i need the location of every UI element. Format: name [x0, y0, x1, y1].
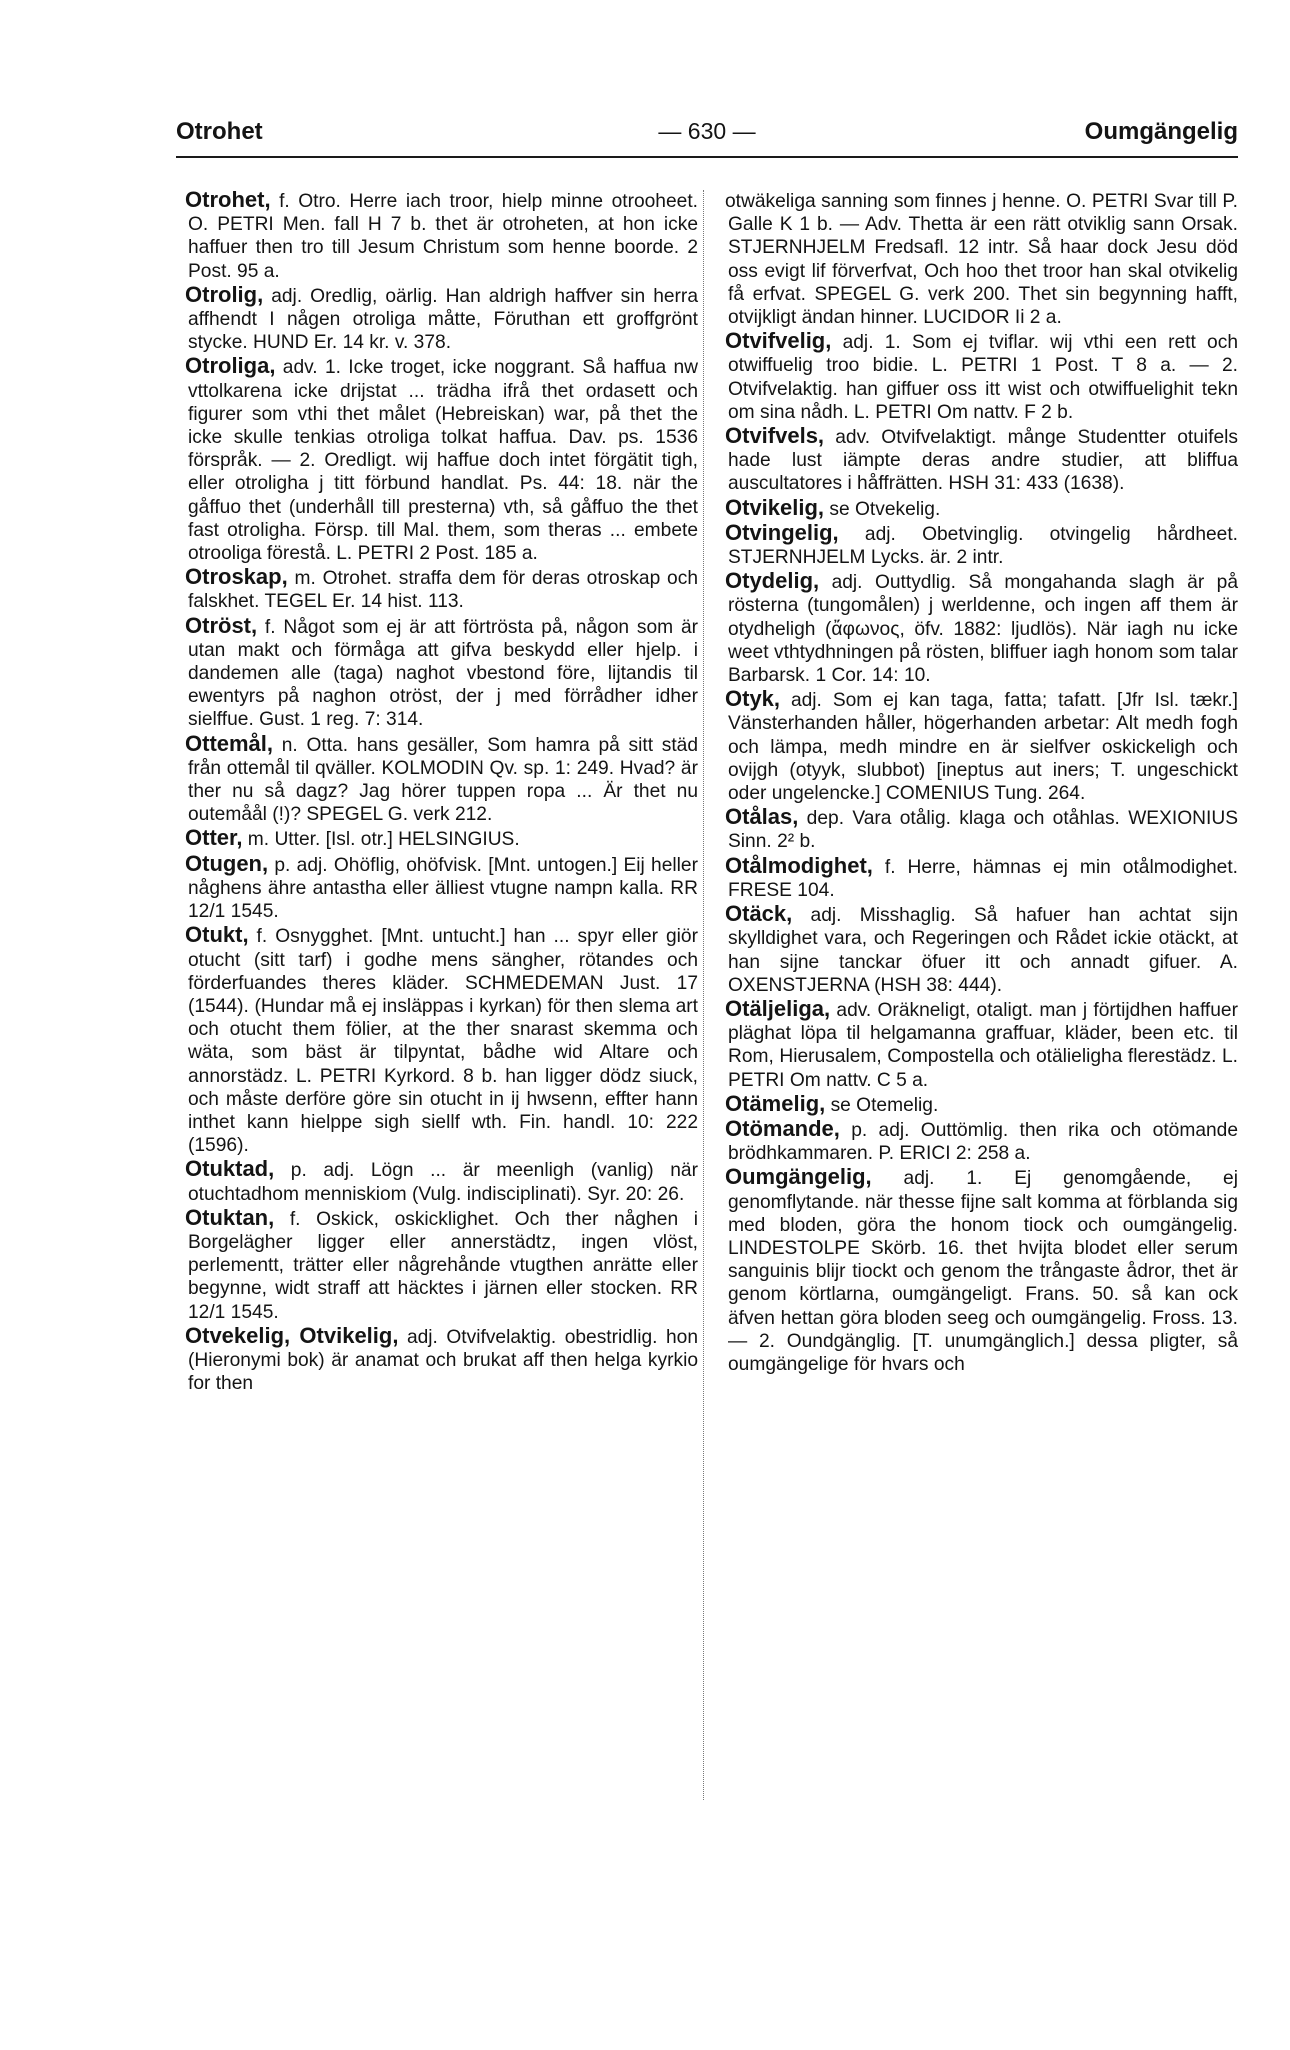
dictionary-entry: [185, 353, 698, 565]
entry-text: otwäkeliga sanning som finnes j henne. O. PETRI Svar till P. Galle K 1 b. — Adv. Thetta är een rätt otviklig sann Orsak. STJERNHJELM Fredsafl. 12 intr. Så haar dock Jesu död oss evigt lif förverfvat, Och hoo thet troor han skal otvikelig få erfvat. SPEGEL G. verk 200. Thet sin begynning hafft, otvijkligt ändan hinner. LUCIDOR Ii 2 a.: [725, 191, 1238, 329]
dictionary-entry: [725, 519, 1238, 569]
headword: Otroskap,: [185, 564, 288, 590]
page-header: [176, 118, 1238, 158]
running-head-right: Oumgängelig: [1084, 118, 1238, 145]
headword: Otvifvels,: [725, 423, 825, 449]
headword: Otroliga,: [185, 353, 276, 379]
right-column: [725, 188, 1238, 1376]
headword: Otömande,: [725, 1115, 840, 1141]
dictionary-entry: [725, 901, 1238, 997]
dictionary-entry: [185, 922, 698, 1157]
headword: Otålmodighet,: [725, 852, 873, 878]
dictionary-entry: [185, 187, 698, 283]
dictionary-entry: [185, 1156, 698, 1205]
headword: Otålas,: [725, 804, 799, 830]
dictionary-entry: [725, 995, 1238, 1092]
entry-text: f. Otro. Herre iach troor, hielp minne otrooheet. O. PETRI Men. fall H 7 b. thet är otroheten, at hon icke haffuer then tro till Jesum Christum som henne boorde. 2 Post. 95 a.: [188, 191, 698, 282]
dictionary-entry: [725, 188, 1238, 329]
headword: Otvikelig,: [725, 494, 825, 520]
headword: Otvifvelig,: [725, 328, 832, 354]
entry-text: adj. Misshaglig. Så hafuer han achtat sijn skylldighet vara, och Regeringen och Rådet ickie otäckt, at han sijne tanckar öfuer itt och annadt gifuer. A. OXENSTJERNA (HSH 38: 444).: [728, 905, 1238, 996]
dictionary-entry: [725, 686, 1238, 805]
entry-text: f. Oskick, oskicklighet. Och ther någhen i Borgelägher ligger eller annerstädtz, ingen vlöst, perlementt, trätter eller någrehånde vtugthen anrätte eller begynne, widt straff att häcktes i järnen eller stocken. RR 12/1 1545.: [188, 1208, 698, 1323]
header-rule: [176, 156, 1238, 158]
entry-text: f. Herre, hämnas ej min otålmodighet. FRESE 104.: [728, 856, 1238, 901]
entry-text: adv. 1. Icke troget, icke noggrant. Så haffua nw vttolkarena icke drijstat ... trädha ifrå thet ordasett och figurer som vthi thet målet (Hebreiskan) war, på thet the icke skulle tenkias otroliga tolkat haffua. Dav. ps. 1536 förspråk. — 2. Oredligt. wij haffue doch intet förgätit tigh, eller otroligha j titt förbund handlat. Ps. 44: 18. när the gåffuo thet (underhåll till presterna) vth, så gåffuo the thet fast otroligha. Försp. till Mal. them, som theras ... embete otrooliga förestå. L. PETRI 2 Post. 185 a.: [188, 357, 698, 565]
entry-text: m. Utter. [Isl. otr.] HELSINGIUS.: [242, 829, 520, 851]
entry-text: adj. 1. Som ej tviflar. wij vthi een rett och otwiffuelig troo bidie. L. PETRI 1 Post. T 8 a. — 2. Otvifvelaktig. han giffuer oss itt wist och otwiffuelighit tekn om sina nådh. L. PETRI Om nattv. F 2 b.: [728, 332, 1238, 423]
headword: Otuktan,: [185, 1204, 275, 1230]
entry-text: adj. Outtydlig. Så mongahanda slagh är på rösterna (tungomålen) j werldenne, och ingen aff them är otydheligh (ἄφωνος, öfv. 1882: ljudlös). När iagh nu icke weet vthtydhningen på rösten, bliffuer iagh honom som talar Barbarsk. 1 Cor. 14: 10.: [728, 572, 1238, 687]
dictionary-entry: [725, 494, 1238, 521]
headword: Otuktad,: [185, 1156, 275, 1182]
entry-text: adj. Otvifvelaktig. obestridlig. hon (Hieronymi bok) är anamat och brukat aff then helga kyrkio for then: [188, 1326, 698, 1395]
headword: Otäck,: [725, 901, 793, 927]
headword: Ottemål,: [185, 730, 274, 756]
headword: Otvingelig,: [725, 519, 839, 545]
entry-text: f. Osnygghet. [Mnt. untucht.] han ... spyr eller giör otucht (sitt tarf) i godhe mens sängher, rötandes och förderfuandes theres kläder. SCHMEDEMAN Just. 17 (1544). (Hundar må ej insläppas i kyrkan) för then slema art och otucht them fölier, at the ther snarast skemma och wäta, som bäst är tilpyntat, bådhe wid Altare och annorstädz. L. PETRI Kyrkord. 8 b. han ligger dödz siuck, och måste derföre göre sin otucht in ij hwsenn, effter hann inthet kann hielppe sigh siellf wth. Fin. handl. 10: 222 (1596).: [188, 926, 698, 1157]
dictionary-entry: [725, 852, 1238, 902]
entry-text: se Otvekelig.: [824, 498, 941, 520]
entry-text: p. adj. Outtömlig. then rika och otömande brödhkammaren. P. ERICI 2: 258 a.: [728, 1119, 1238, 1165]
entry-text: adj. Obetvinglig. otvingelig hårdheet. STJERNHJELM Lycks. är. 2 intr.: [728, 523, 1238, 569]
dictionary-entry: [185, 612, 698, 732]
entry-text: adj. Oredlig, oärlig. Han aldrigh haffver sin herra affhendt I någen otroliga måtte, Föruthan ett groffgrönt stycke. HUND Er. 14 kr. v. 378.: [188, 285, 698, 354]
headword: Otvekelig, Otvikelig,: [185, 1322, 399, 1348]
left-column: [185, 187, 698, 1395]
dictionary-entry: [185, 1204, 698, 1324]
headword: Otugen,: [185, 850, 269, 876]
dictionary-entry: [185, 281, 698, 355]
dictionary-entry: [725, 1090, 1238, 1117]
page-number: — 630 —: [658, 118, 756, 144]
dictionary-entry: [725, 568, 1238, 687]
running-head-left: Otrohet: [176, 118, 263, 145]
headword: Otröst,: [185, 612, 258, 638]
dictionary-entry: [725, 804, 1238, 853]
entry-text: se Otemelig.: [825, 1094, 939, 1116]
entry-text: f. Något som ej är att förtrösta på, någon som är utan makt och förmåga att gifva beskydd eller hjelp. i dandemen alle (taga) naghot vbestond före, lijtandis til ewentyrs på naghon otröst, der j med förrådher idher sielffue. Gust. 1 reg. 7: 314.: [188, 616, 698, 731]
entry-text: p. adj. Lögn ... är meenligh (vanlig) när otuchtadhom menniskiom (Vulg. indisciplinati). Syr. 20: 26.: [188, 1160, 698, 1205]
entry-text: m. Otrohet. straffa dem för deras otroskap och falskhet. TEGEL Er. 14 hist. 113.: [188, 568, 698, 613]
dictionary-entry: [185, 850, 698, 924]
headword: Otrolig,: [185, 281, 264, 307]
headword: Otter,: [185, 825, 243, 851]
headword: Oumgängelig,: [725, 1164, 872, 1190]
column-divider: [703, 190, 704, 1800]
dictionary-entry: [725, 1164, 1238, 1376]
entry-text: dep. Vara otålig. klaga och otåhlas. WEXIONIUS Sinn. 2² b.: [728, 808, 1238, 853]
headword: Otyk,: [725, 686, 781, 712]
entry-text: adv. Oräkneligt, otaligt. man j förtijdhen haffuer pläghat löpa til helgamanna graffuar, kläder, been etc. til Rom, Hierusalem, Compostella och otälieligha flerestädz. L. PETRI Om nattv. C 5 a.: [728, 999, 1238, 1091]
headword: Otukt,: [185, 922, 249, 948]
headword: Otämelig,: [725, 1090, 826, 1116]
entry-text: adj. 1. Ej genomgående, ej genomflytande. när thesse fijne salt komma at förblanda sig med bloden, göra the honom tiock och oumgängelig. LINDESTOLPE Skörb. 16. thet hvijta blodet eller serum sanguinis blijr tiockt och genom the trångaste ådror, thet är genom körtlarna, oumgängeligt. Frans. 50. så kan ock äfven hettan göra bloden seeg och oumgängelig. Fross. 13. — 2. Oundgänglig. [T. unumgänglich.] dessa pligter, så oumgängelige för hvars och: [728, 1168, 1238, 1375]
entry-text: p. adj. Ohöflig, ohöfvisk. [Mnt. untogen.] Eij heller någhens ähre antastha eller älliest vtugne nampn kalla. RR 12/1 1545.: [188, 854, 698, 923]
dictionary-entry: [725, 423, 1238, 496]
dictionary-entry: [185, 825, 698, 851]
entry-text: adj. Som ej kan taga, fatta; tafatt. [Jfr Isl. tækr.] Vänsterhanden håller, högerhanden arbetar: Alt medh fogh och lämpa, medh mindre en är sielfver oskickeligh och ovijgh (otyyk, slubbot) [ineptus aut iners; T. ungeschickt oder ungelencke.] COMENIUS Tung. 264.: [728, 690, 1238, 805]
dictionary-entry: [725, 328, 1238, 424]
dictionary-entry: [185, 564, 698, 613]
entry-text: adv. Otvifvelaktigt. månge Studentter otuifels hade lust iämpte deras andre studier, att bliffua auscultatores i håffrätten. HSH 31: 433 (1638).: [728, 427, 1238, 495]
headword: Otrohet,: [185, 187, 271, 212]
dictionary-entry: [185, 1322, 698, 1396]
dictionary-entry: [185, 730, 698, 827]
headword: Otydelig,: [725, 568, 820, 594]
dictionary-entry: [725, 1115, 1238, 1165]
headword: Otäljeliga,: [725, 995, 831, 1021]
entry-text: n. Otta. hans gesäller, Som hamra på sitt städ från ottemål til qväller. KOLMODIN Qv. sp. 1: 249. Hvad? är ther nu så dagz? Jag hörer tuppen ropa ... Är thet nu outemåål (!)? SPEGEL G. verk 212.: [188, 734, 698, 826]
